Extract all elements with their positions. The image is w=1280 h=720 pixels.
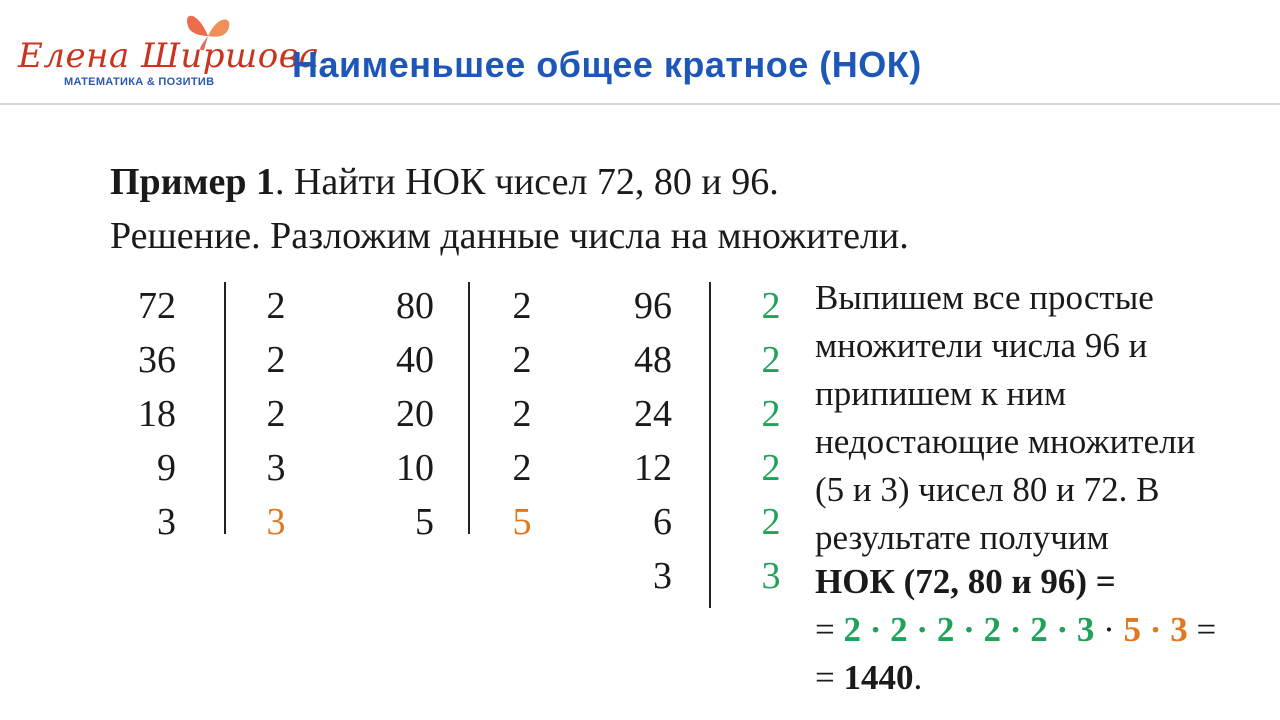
factor-number: 12 [634,447,672,489]
factor-number: 20 [396,393,434,435]
prime-factor: 2 [512,393,532,435]
factor-number: 48 [634,339,672,381]
factor-number: 96 [634,285,672,327]
factor-number: 5 [415,501,434,543]
factor-number: 3 [157,501,176,543]
eq-dot: · [1094,610,1124,649]
explanation-line: результате получим [815,518,1109,557]
prime-factor: 2 [512,339,532,381]
factor-number: 80 [396,285,434,327]
example-task: . Найти НОК чисел 72, 80 и 96. [274,161,779,203]
logo-script: Елена Ширшова [18,36,320,76]
factor-number: 10 [396,447,434,489]
logo [18,6,320,96]
factor-number: 40 [396,339,434,381]
page-title: Наименьшее общее кратное (НОК) [292,44,922,85]
solution-line: Решение. Разложим данные числа на множители. [110,215,909,257]
explanation-line: недостающие множители [815,422,1196,461]
prime-factor-highlighted: 2 [761,501,781,543]
eq-green-factors: 2 · 2 · 2 · 2 · 2 · 3 [843,610,1095,649]
result-dot: . [913,658,923,697]
factor-number: 36 [138,339,176,381]
example-statement [110,160,779,204]
result-prefix: = [815,658,844,697]
division-line [224,282,226,534]
explanation-line: Выпишем все простые [815,278,1154,317]
explanation [815,274,1275,562]
prime-factor-highlighted: 3 [761,555,781,597]
explanation-line: припишем к ним [815,374,1067,413]
prime-factor: 2 [266,285,286,327]
division-line [709,282,711,608]
header [0,0,1280,104]
factor-number: 6 [653,501,672,543]
prime-factor: 3 [266,447,286,489]
prime-factor: 2 [512,447,532,489]
factor-number: 18 [138,393,176,435]
explanation-line: множители числа 96 и [815,326,1148,365]
result-value: 1440 [843,658,914,697]
prime-factor: 2 [266,339,286,381]
result-line [815,658,922,698]
prime-factor-highlighted: 2 [761,447,781,489]
product-line [815,610,1216,650]
example-label: Пример 1 [110,161,275,203]
explanation-line: (5 и 3) чисел 80 и 72. В [815,470,1160,509]
prime-factor: 2 [266,393,286,435]
factor-number: 24 [634,393,672,435]
prime-factor-highlighted: 2 [761,339,781,381]
prime-factor: 2 [512,285,532,327]
eq-suffix: = [1187,610,1217,649]
nok-line: НОК (72, 80 и 96) = [815,562,1116,601]
factor-number: 9 [157,447,176,489]
eq-orange-factors: 5 · 3 [1123,610,1188,649]
logo-subtitle: МАТЕМАТИКА & ПОЗИТИВ [64,76,215,88]
prime-factor-highlighted: 2 [761,285,781,327]
header-divider [0,103,1280,105]
factor-number: 3 [653,555,672,597]
prime-factor-highlighted: 3 [266,501,286,543]
prime-factor-highlighted: 5 [512,501,532,543]
prime-factor-highlighted: 2 [761,393,781,435]
factor-number: 72 [138,285,176,327]
eq-prefix: = [815,610,844,649]
division-line [468,282,470,534]
